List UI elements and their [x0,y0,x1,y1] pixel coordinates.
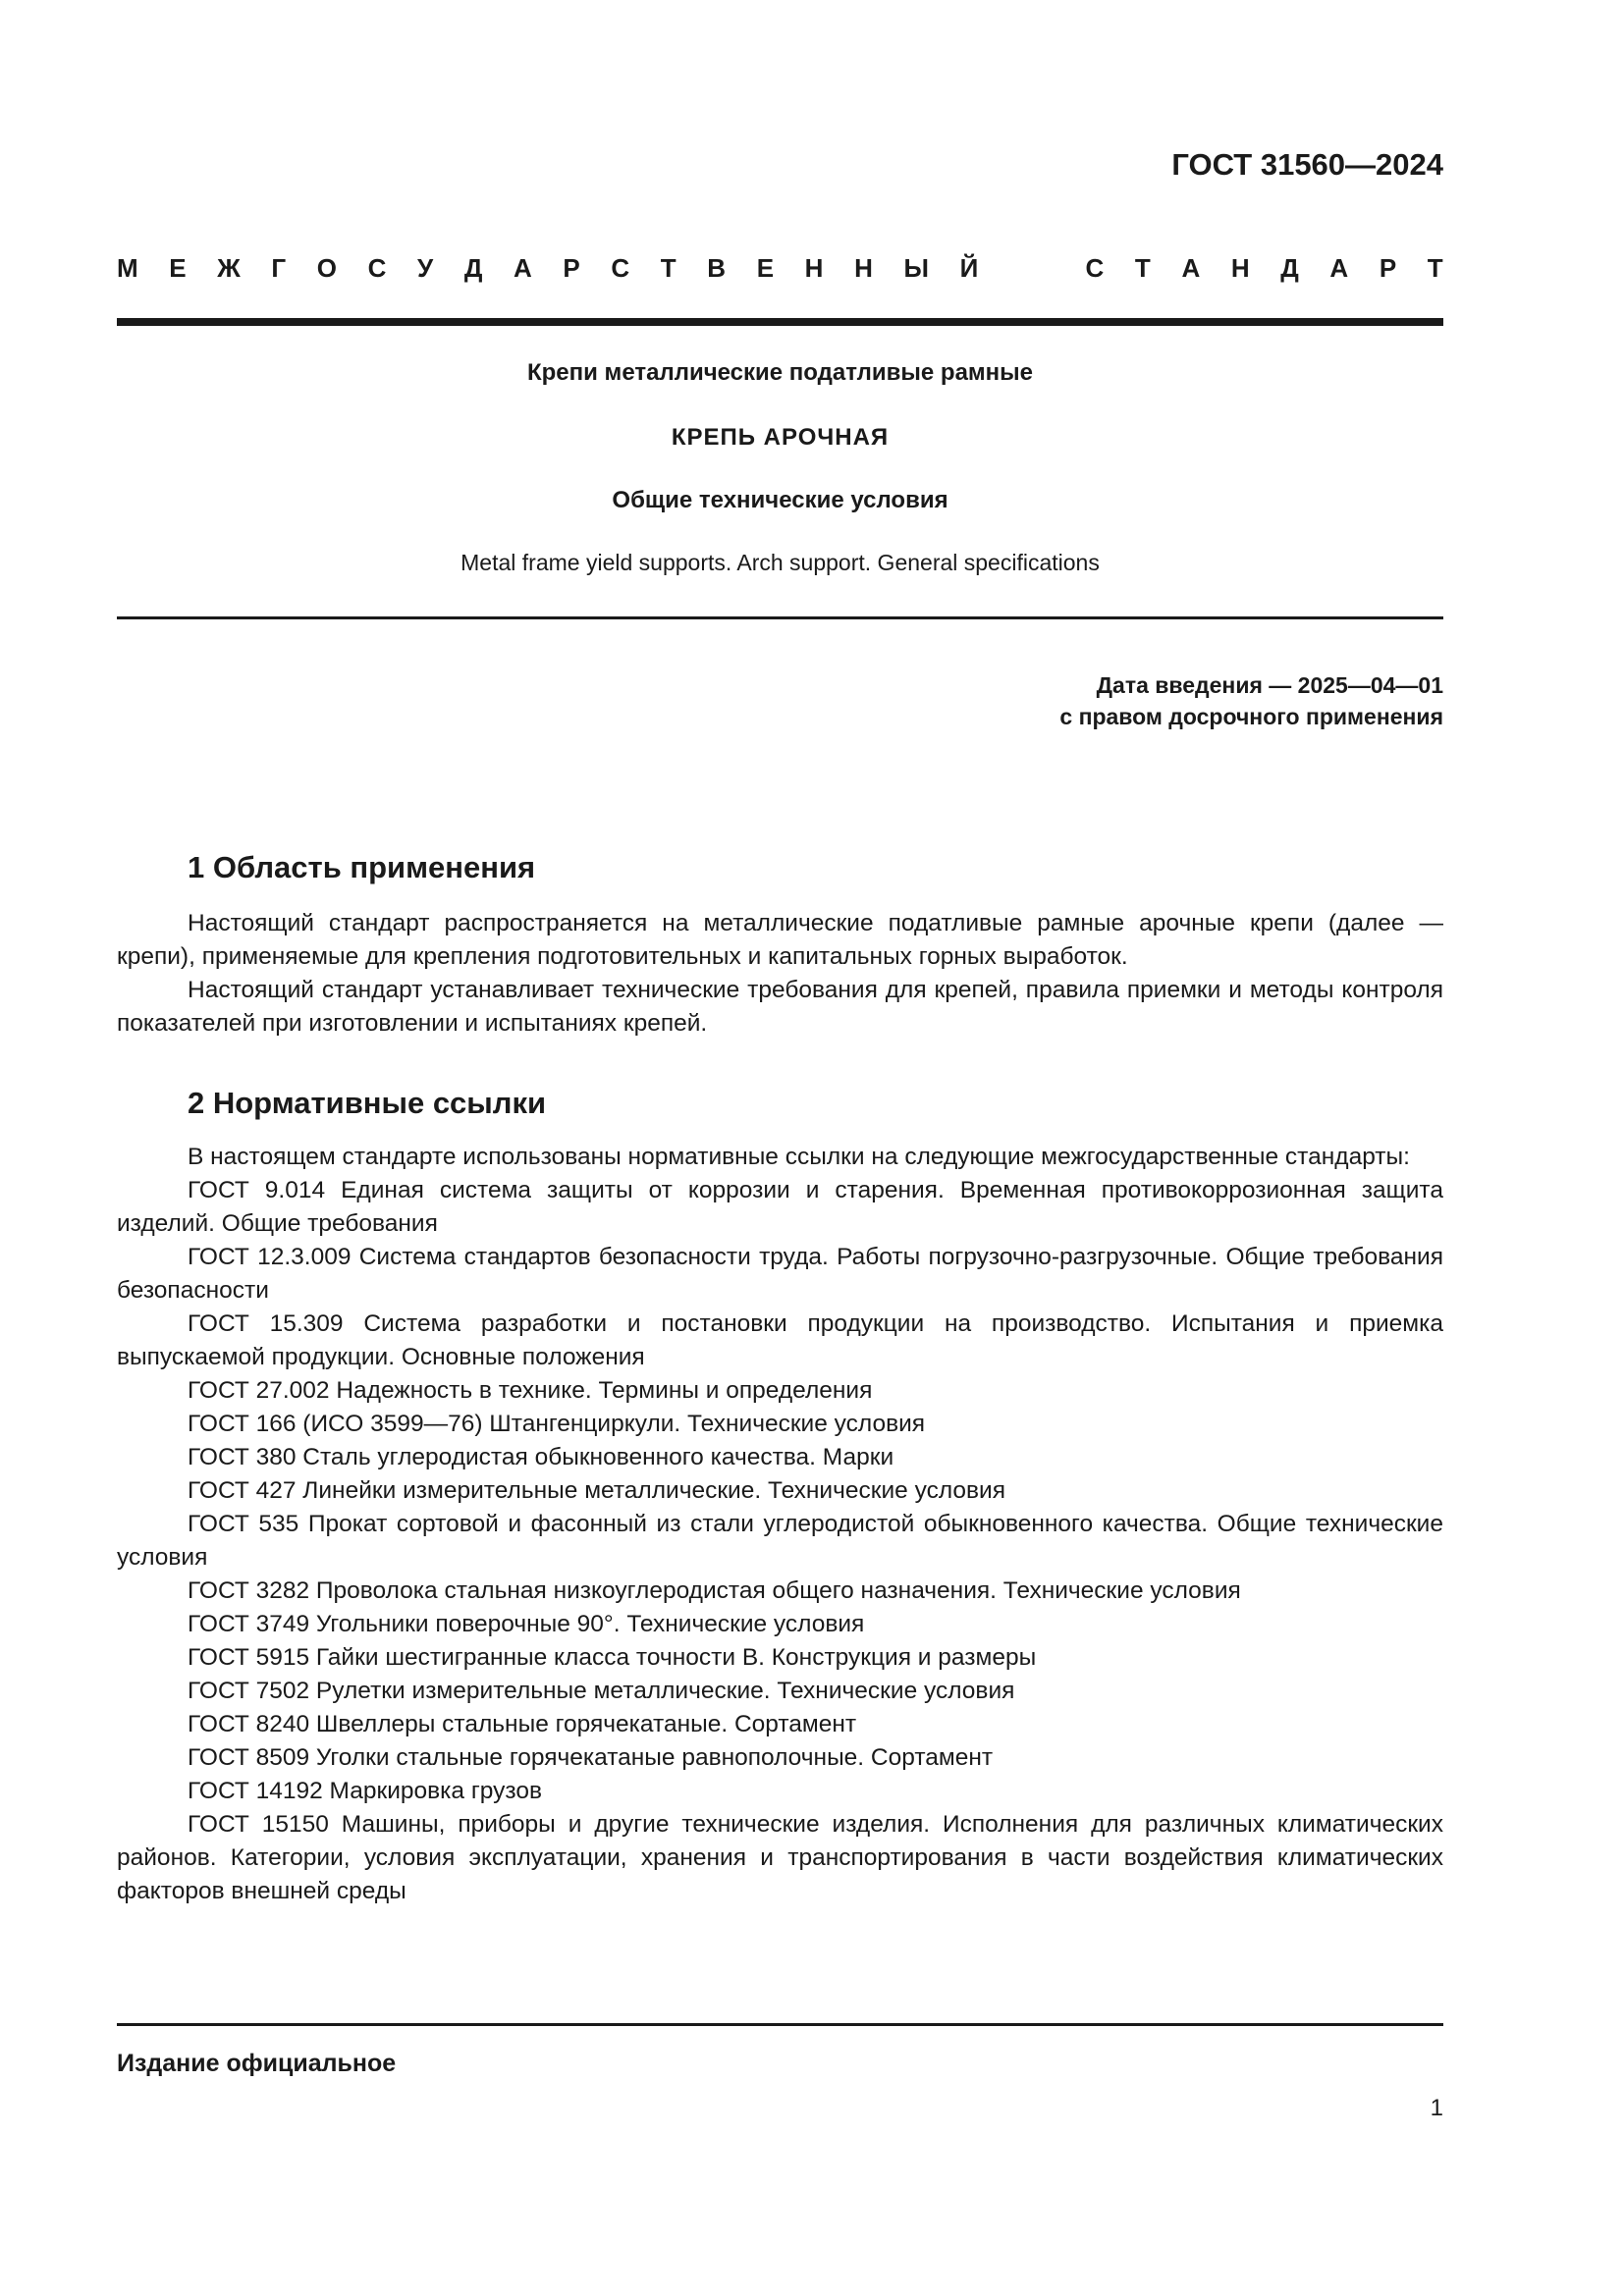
heading-letter: Н [1230,253,1250,283]
heading-letter: Н [804,253,824,283]
reference-item: ГОСТ 8240 Швеллеры стальные горячекатаные. Сортамент [188,1711,857,1737]
heading-letter: С [367,253,387,283]
reference-item: ГОСТ 380 Сталь углеродистая обыкновенного качества. Марки [188,1444,894,1470]
footer-divider [117,2023,1443,2026]
reference-item: ГОСТ 427 Линейки измерительные металлические. Технические условия [188,1477,1005,1504]
title-divider [117,616,1443,619]
heading-letter: Е [169,253,187,283]
introduction-date: Дата введения — 2025—04—01 [1096,672,1443,698]
page-number: 1 [1430,2095,1443,2121]
heading-letter: А [514,253,532,283]
interstate-standard-heading [117,253,1443,284]
section-1-body [117,907,1443,1041]
heading-letter: У [417,253,434,283]
word-gap [1009,253,1055,284]
reference-item: ГОСТ 3749 Угольники поверочные 90°. Технические условия [188,1611,865,1637]
title-line-1: Крепи металлические податливые рамные [526,359,1034,386]
section-1-title: 1 Область применения [188,850,536,884]
heading-letter: О [316,253,337,283]
document-page [117,0,1443,2296]
heading-letter: Т [1134,253,1151,283]
title-english: Metal frame yield supports. Arch support. General specifications [460,550,1100,575]
heading-letter: В [707,253,727,283]
heading-letter: Д [1280,253,1299,283]
reference-item: ГОСТ 27.002 Надежность в технике. Термины и определения [188,1377,873,1404]
reference-item: ГОСТ 12.3.009 Система стандартов безопасности труда. Работы погрузочно-разгрузочные. Общие требования безопасности [117,1244,1443,1304]
heading-letter: Г [271,253,287,283]
heading-letter: Е [756,253,775,283]
gost-number: ГОСТ 31560—2024 [1171,147,1443,182]
reference-item: ГОСТ 535 Прокат сортовой и фасонный из стали углеродистой обыкновенного качества. Общие технические условия [117,1511,1443,1571]
title-line-2: КРЕПЬ АРОЧНАЯ [671,424,890,451]
reference-item: ГОСТ 15.309 Система разработки и постановки продукции на производство. Испытания и приемка выпускаемой продукции. Основные положения [117,1310,1443,1370]
paragraph: В настоящем стандарте использованы нормативные ссылки на следующие межгосударственные стандарты: [188,1144,1410,1170]
heading-letter: Д [463,253,483,283]
paragraph: Настоящий стандарт распространяется на металлические податливые рамные арочные крепи (далее — крепи), применяемые для крепления подготовительных и капитальных горных выработок. [117,910,1443,970]
heading-letter: Т [1427,253,1443,283]
section-2-body [117,1141,1443,1908]
official-edition-label: Издание официальное [117,2050,397,2077]
reference-item: ГОСТ 7502 Рулетки измерительные металлические. Технические условия [188,1678,1015,1704]
heading-letter: М [117,253,138,283]
heading-letter: Й [959,253,979,283]
heading-letter: Ж [217,253,241,283]
section-2-title: 2 Нормативные ссылки [188,1086,547,1120]
reference-item: ГОСТ 15150 Машины, приборы и другие технические изделия. Исполнения для различных климатических районов. Категории, условия эксплуатации, хранения и транспортирования в части воздействия климатических факторов внешней среды [117,1811,1443,1904]
heading-letter: А [1181,253,1201,283]
title-line-3: Общие технические условия [612,487,948,513]
heading-letter: Н [854,253,873,283]
heading-letter: Р [1379,253,1397,283]
heading-letter: Р [563,253,580,283]
header-divider [117,318,1443,326]
heading-letter: С [1085,253,1105,283]
paragraph: Настоящий стандарт устанавливает технические требования для крепей, правила приемки и методы контроля показателей при изготовлении и испытаниях крепей. [117,977,1443,1037]
reference-item: ГОСТ 166 (ИСО 3599—76) Штангенциркули. Технические условия [188,1411,926,1437]
heading-letter: Т [660,253,677,283]
early-application-note: с правом досрочного применения [1059,704,1443,729]
reference-item: ГОСТ 14192 Маркировка грузов [188,1778,542,1804]
reference-item: ГОСТ 3282 Проволока стальная низкоуглеродистая общего назначения. Технические условия [188,1577,1241,1604]
heading-letter: А [1329,253,1349,283]
heading-letter: Ы [903,253,929,283]
reference-item: ГОСТ 5915 Гайки шестигранные класса точности В. Конструкция и размеры [188,1644,1037,1671]
reference-item: ГОСТ 9.014 Единая система защиты от коррозии и старения. Временная противокоррозионная защита изделий. Общие требования [117,1177,1443,1237]
reference-item: ГОСТ 8509 Уголки стальные горячекатаные равнополочные. Сортамент [188,1744,994,1771]
introduction-date-block [1059,669,1443,732]
heading-letter: С [611,253,630,283]
